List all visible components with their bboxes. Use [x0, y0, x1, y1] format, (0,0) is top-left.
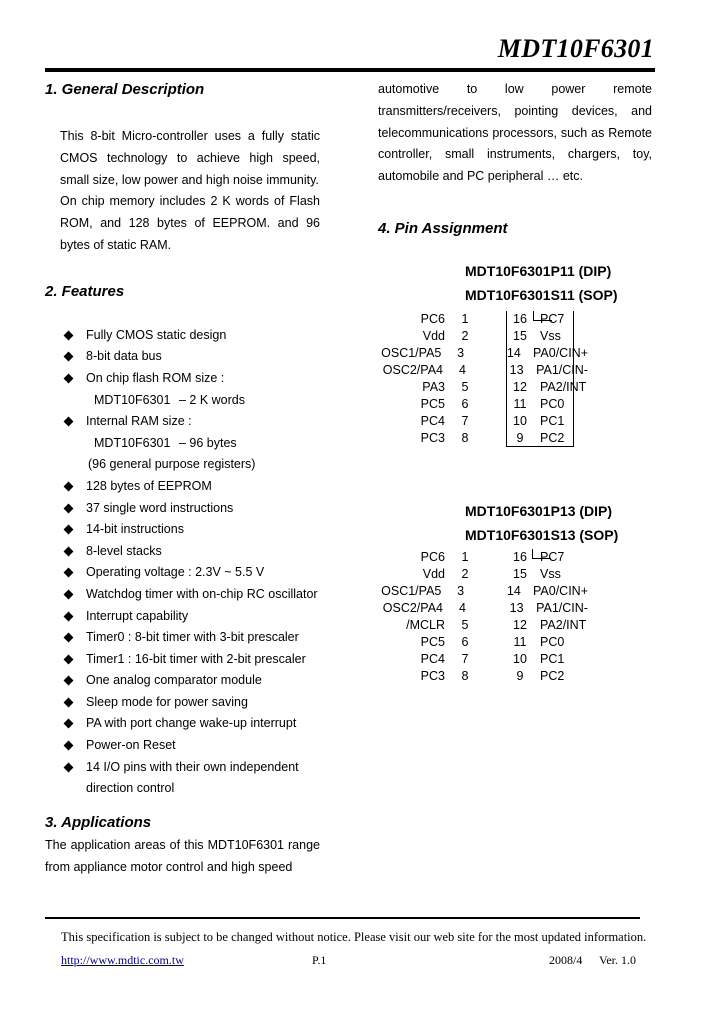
list-item: [45, 541, 320, 563]
pin-left-number: 6: [461, 634, 469, 649]
pin-left-number: 8: [461, 430, 469, 445]
pin-right-label: Vss: [540, 566, 561, 581]
applications-text-part2: automotive to low power remote transmitters/receivers, pointing devices, and telecommunications processors, such as Remote controller, small instruments, chargers, toy, automobile and PC peripheral … etc.: [378, 82, 652, 184]
pin-right-number: 9: [516, 430, 524, 445]
feature-text: Fully CMOS static design: [86, 327, 227, 342]
pin-left-label: OSC1/PA5: [381, 583, 442, 598]
pin-right-number: 13: [509, 362, 524, 377]
feature-text: Power-on Reset: [86, 738, 176, 753]
list-item-sub: [45, 454, 320, 476]
list-item: [45, 562, 320, 584]
pin-right-number: 16: [513, 549, 527, 564]
pin-right-label: PC0: [540, 634, 565, 649]
ram-note: (96 general purpose registers): [88, 457, 256, 472]
diamond-bullet-icon: [64, 589, 74, 599]
applications-heading: 3. Applications: [45, 813, 152, 831]
pin-block-1: [378, 259, 652, 447]
pin-right-number: 12: [513, 379, 527, 394]
pin-left-number: 7: [461, 413, 469, 428]
feature-text: Watchdog timer with on-chip RC oscillator: [86, 586, 318, 601]
website-link[interactable]: http://www.mdtic.com.tw: [61, 953, 184, 967]
pin-left-number: 2: [461, 328, 469, 343]
pin-right-label: PC1: [540, 413, 565, 428]
right-column: [378, 80, 652, 685]
pin-left-label: /MCLR: [406, 617, 445, 632]
pin-left-number: 4: [459, 600, 466, 615]
diamond-bullet-icon: [64, 352, 74, 362]
chip-outline: [506, 311, 574, 447]
pin-block-2: [378, 499, 652, 685]
pin-right-label: PA0/CIN+: [533, 583, 588, 598]
diamond-bullet-icon: [64, 654, 74, 664]
pin-left-label: PA3: [422, 379, 445, 394]
list-item: [45, 649, 320, 671]
features-heading: 2. Features: [45, 282, 125, 300]
pin-right-number: 15: [513, 566, 527, 581]
pin-left-label: PC6: [420, 311, 445, 326]
feature-text: Interrupt capability: [86, 608, 189, 623]
pin-right-label: PC2: [540, 430, 565, 445]
list-item: [45, 519, 320, 541]
pin-right-label: PC2: [540, 668, 565, 683]
pin-block-2-title-dip: MDT10F6301P13 (DIP): [465, 502, 613, 519]
pin-left-label: PC4: [420, 413, 445, 428]
pin-left-label: Vdd: [422, 566, 445, 581]
pin-right-number: 11: [513, 634, 527, 649]
feature-text: 37 single word instructions: [86, 500, 234, 515]
diamond-bullet-icon: [64, 481, 74, 491]
footer-note: This specification is subject to be changed without notice. Please visit our web site for the most updated information.: [61, 930, 647, 944]
chip-notch: [532, 549, 551, 559]
pin-left-number: 2: [461, 566, 469, 581]
footer-rule: [45, 917, 640, 919]
list-item: [45, 325, 320, 347]
list-item: [45, 735, 320, 757]
diamond-bullet-icon: [64, 633, 74, 643]
general-p1-text: This 8-bit Micro-controller uses a fully static CMOS technology to achieve high speed, small size, low power and high noise immunity.: [60, 129, 320, 187]
list-item: [45, 692, 320, 714]
pin-left-label: PC3: [420, 430, 445, 445]
applications-text: [45, 835, 320, 879]
applications-text-part1: The application areas of this MDT10F6301 range from appliance motor control and high speed: [45, 837, 320, 874]
ram-size: – 96 bytes: [179, 435, 237, 450]
feature-text: Timer1 : 16-bit timer with 2-bit prescaler: [86, 651, 306, 666]
features-list: [45, 325, 320, 800]
list-item: [45, 346, 320, 368]
applications-continuation: [378, 79, 652, 188]
pin-right-label: PA1/CIN-: [536, 362, 588, 377]
pin-left-number: 5: [461, 379, 469, 394]
pin-table-1: [378, 311, 588, 447]
pin-right-label: PC7: [540, 549, 565, 564]
revision-date: 2008/4: [549, 953, 583, 967]
pin-left-number: 7: [461, 651, 469, 666]
pin-right-number: 13: [509, 600, 524, 615]
list-item-sub: [45, 433, 320, 455]
pin-right-number: 12: [513, 617, 527, 632]
general-p2-text: On chip memory includes 2 K words of Flash ROM, and 128 bytes of EEPROM. and 96 bytes of static RAM.: [60, 194, 320, 252]
pin-left-label: PC6: [420, 549, 445, 564]
diamond-bullet-icon: [64, 546, 74, 556]
diamond-bullet-icon: [64, 741, 74, 751]
pin-left-label: OSC1/PA5: [381, 345, 442, 360]
list-item-sub: [45, 390, 320, 412]
pin-left-label: OSC2/PA4: [382, 362, 443, 377]
feature-text: 14-bit instructions: [86, 522, 184, 537]
list-item: [45, 757, 320, 779]
pin-left-label: OSC2/PA4: [382, 600, 443, 615]
list-item: [45, 670, 320, 692]
diamond-bullet-icon: [64, 417, 74, 427]
feature-text: On chip flash ROM size :: [86, 370, 225, 385]
diamond-bullet-icon: [64, 525, 74, 535]
pin-right-number: 15: [513, 328, 527, 343]
pin-left-number: 5: [461, 617, 469, 632]
pin-left-number: 6: [461, 396, 469, 411]
list-item: [45, 606, 320, 628]
pin-right-label: PA2/INT: [540, 617, 587, 632]
pin-left-number: 1: [461, 311, 469, 326]
diamond-bullet-icon: [64, 697, 74, 707]
pin-left-number: 4: [459, 362, 466, 377]
version: Ver. 1.0: [599, 953, 636, 967]
list-item: [45, 627, 320, 649]
chip-notch: [533, 311, 552, 321]
diamond-bullet-icon: [64, 374, 74, 384]
pin-right-label: PA1/CIN-: [536, 600, 588, 615]
pin-left-label: PC4: [420, 651, 445, 666]
diamond-bullet-icon: [64, 568, 74, 578]
list-item: [45, 476, 320, 498]
pin-table-2: [378, 549, 588, 685]
feature-text: Internal RAM size :: [86, 414, 192, 429]
header-rule: [45, 68, 655, 72]
rom-part: MDT10F6301: [94, 392, 171, 407]
pin-right-number: 10: [513, 651, 527, 666]
list-item-cont: [45, 778, 320, 800]
pin-right-number: 11: [513, 396, 527, 411]
pin-right-label: Vss: [540, 328, 561, 343]
rom-size: – 2 K words: [179, 392, 246, 407]
list-item: [45, 584, 320, 606]
page-number: P.1: [312, 953, 327, 967]
pin-left-number: 3: [457, 345, 465, 360]
pin-left-label: PC5: [420, 634, 445, 649]
pin-left-label: Vdd: [422, 328, 445, 343]
pin-right-number: 14: [506, 345, 521, 360]
pin-right-label: PA0/CIN+: [533, 345, 588, 360]
feature-text: PA with port change wake-up interrupt: [86, 716, 297, 731]
pin-right-number: 10: [513, 413, 527, 428]
general-description-heading: 1. General Description: [45, 81, 205, 98]
ram-part: MDT10F6301: [94, 435, 171, 450]
pin-left-label: PC5: [420, 396, 445, 411]
chip-outline: [506, 549, 574, 685]
diamond-bullet-icon: [64, 719, 74, 729]
io-continuation: direction control: [86, 781, 175, 796]
pin-right-label: PA2/INT: [540, 379, 587, 394]
pin-left-number: 3: [457, 583, 465, 598]
document-title: MDT10F6301: [497, 34, 654, 63]
pin-right-label: PC7: [540, 311, 565, 326]
pin-right-number: 14: [506, 583, 521, 598]
feature-text: Timer0 : 8-bit timer with 3-bit prescaler: [86, 630, 299, 645]
list-item: [45, 411, 320, 433]
general-description-p2: [45, 191, 320, 256]
pin-block-2-title-sop: MDT10F6301S13 (SOP): [465, 526, 619, 543]
feature-text: 8-bit data bus: [86, 349, 162, 364]
pin-block-1-title-sop: MDT10F6301S11 (SOP): [465, 286, 618, 303]
diamond-bullet-icon: [64, 611, 74, 621]
pin-right-label: PC1: [540, 651, 565, 666]
feature-text: 8-level stacks: [86, 543, 162, 558]
pin-right-number: 9: [516, 668, 524, 683]
pin-assignment-heading: 4. Pin Assignment: [378, 219, 508, 237]
feature-text: 14 I/O pins with their own independent: [86, 759, 299, 774]
pin-block-1-title-dip: MDT10F6301P11 (DIP): [465, 262, 612, 279]
pin-left-number: 8: [461, 668, 469, 683]
general-description-p1: [45, 126, 320, 191]
left-column: [45, 80, 320, 878]
list-item: [45, 368, 320, 390]
feature-text: 128 bytes of EEPROM: [86, 478, 212, 493]
feature-text: Operating voltage : 2.3V ~ 5.5 V: [86, 565, 265, 580]
feature-text: Sleep mode for power saving: [86, 694, 248, 709]
diamond-bullet-icon: [64, 676, 74, 686]
list-item: [45, 713, 320, 735]
diamond-bullet-icon: [64, 762, 74, 772]
pin-right-number: 16: [513, 311, 527, 326]
pin-left-number: 1: [461, 549, 469, 564]
feature-text: One analog comparator module: [86, 673, 262, 688]
pin-right-label: PC0: [540, 396, 565, 411]
diamond-bullet-icon: [64, 503, 74, 513]
pin-left-label: PC3: [420, 668, 445, 683]
diamond-bullet-icon: [64, 330, 74, 340]
list-item: [45, 498, 320, 520]
